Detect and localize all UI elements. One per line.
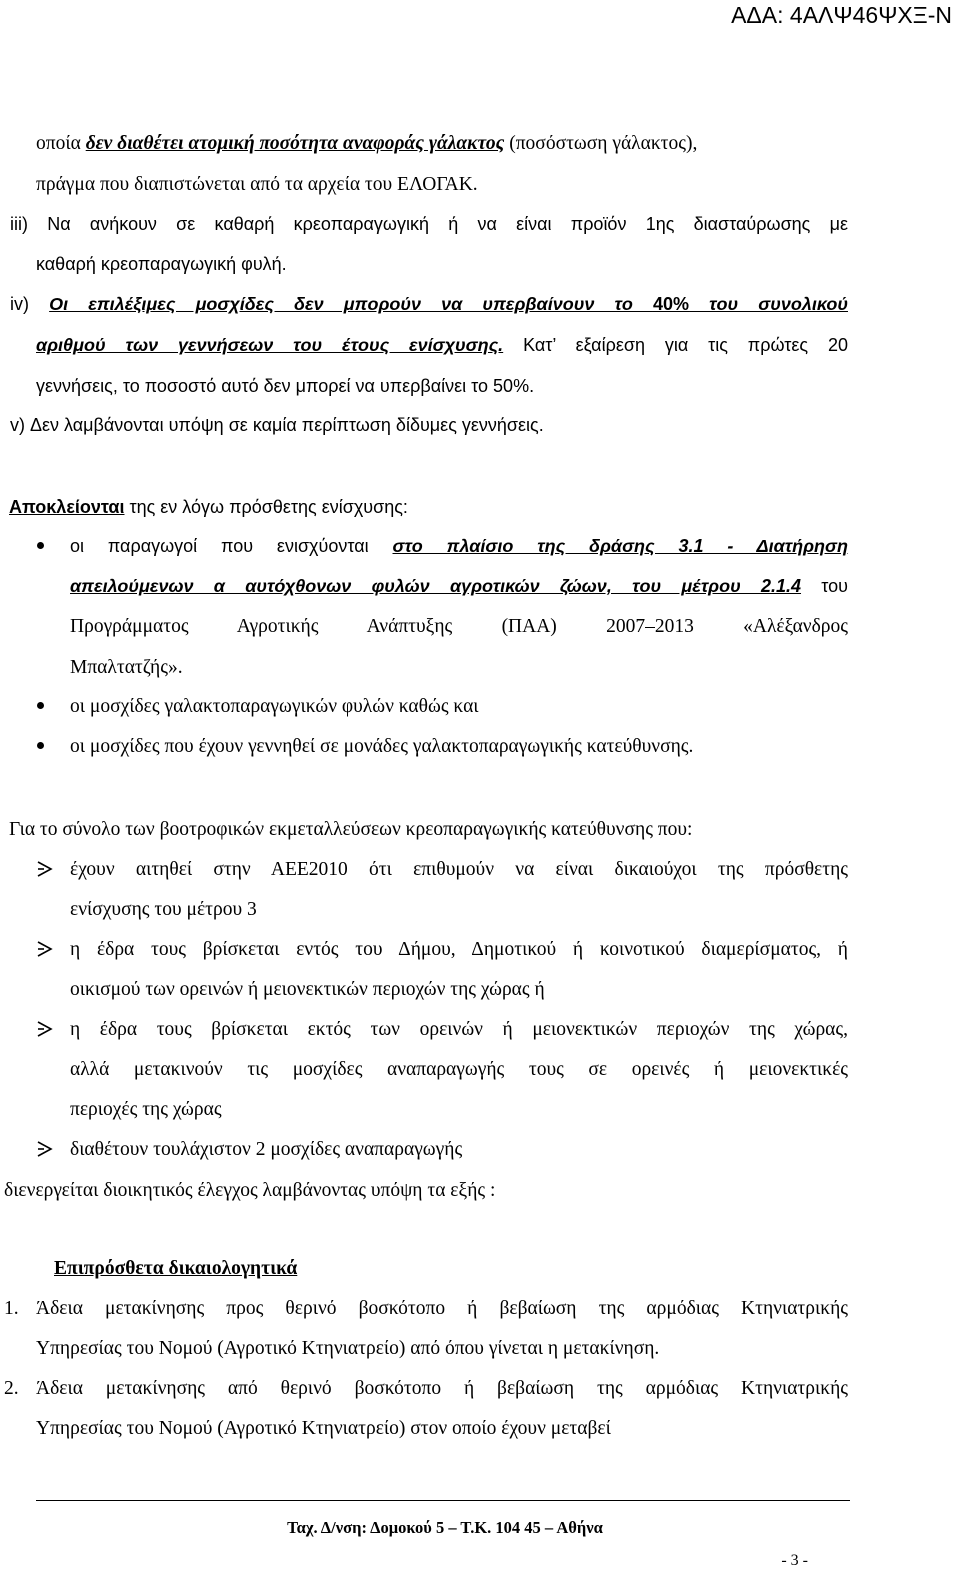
excluded-keyword: Αποκλείονται <box>9 497 125 517</box>
supporting-item-1-line-2: Υπηρεσίας του Νομού (Αγροτικό Κτηνιατρείο) από όπου γίνεται η μετακίνηση. <box>36 1338 660 1359</box>
supporting-item-2-number: 2. <box>4 1378 19 1399</box>
bullet-icon <box>37 542 44 549</box>
footer-address: Ταχ. Δ/νση: Δομοκού 5 – Τ.Κ. 104 45 – Αθήνα <box>287 1518 603 1537</box>
holdings-conclusion: διενεργείται διοικητικός έλεγχος λαμβάνοντας υπόψη τα εξής : <box>4 1180 496 1201</box>
bullet-icon <box>37 702 44 709</box>
item-iv-line-2: αριθμού των γεννήσεων του έτους ενίσχυσης. Κατ’ εξαίρεση για τις πρώτες 20 <box>36 335 848 355</box>
holdings-item-4: διαθέτουν τουλάχιστον 2 μοσχίδες αναπαραγωγής <box>70 1139 463 1160</box>
excluded-heading: Αποκλείονται της εν λόγω πρόσθετης ενίσχυσης: <box>9 497 408 517</box>
holdings-intro: Για το σύνολο των βοοτροφικών εκμεταλλεύσεων κρεοπαραγωγικής κατεύθυνσης που: <box>9 819 693 840</box>
item-v-line-1: v) Δεν λαμβάνονται υπόψη σε καμία περίπτωση δίδυμες γεννήσεις. <box>10 415 544 435</box>
holdings-item-3-line-2: αλλά μετακινούν τις μοσχίδες αναπαραγωγής τους σε ορεινές ή μειονεκτικές <box>70 1059 848 1080</box>
item-iii-line-2: καθαρή κρεοπαραγωγική φυλή. <box>36 254 287 274</box>
holdings-item-1-line-2: ενίσχυσης του μέτρου 3 <box>70 899 257 920</box>
arrow-bullet-icon <box>37 860 53 878</box>
page-number: - 3 - <box>781 1552 808 1569</box>
excluded-bullet-1-line-4: Μπαλτατζής». <box>70 657 183 678</box>
footer-divider <box>36 1500 850 1501</box>
item-iii-line-1: iii) Να ανήκουν σε καθαρή κρεοπαραγωγική ή να είναι προϊόν 1ης διασταύρωσης με <box>10 214 848 234</box>
excluded-bullet-2: οι μοσχίδες γαλακτοπαραγωγικών φυλών καθώς και <box>70 696 479 717</box>
supporting-item-1-number: 1. <box>4 1298 19 1319</box>
excluded-bullet-3: οι μοσχίδες που έχουν γεννηθεί σε μονάδες γαλακτοπαραγωγικής κατεύθυνσης. <box>70 736 694 757</box>
holdings-item-3-line-1: η έδρα τους βρίσκεται εκτός των ορεινών ή μειονεκτικών περιοχών της χώρας, <box>70 1019 848 1040</box>
continuation-line-1: οποία δεν διαθέτει ατομική ποσότητα αναφοράς γάλακτος (ποσόστωση γάλακτος), <box>36 133 698 154</box>
continuation-line-2: πράγμα που διαπιστώνεται από τα αρχεία του ΕΛΟΓΑΚ. <box>36 174 478 195</box>
holdings-item-2-line-2: οικισμού των ορεινών ή μειονεκτικών περιοχών της χώρας ή <box>70 979 545 1000</box>
excluded-bullet-1-line-2: απειλούμενων α αυτόχθονων φυλών αγροτικών ζώων, του μέτρου 2.1.4 του <box>70 576 848 596</box>
excluded-bullet-1-line-3: Προγράμματος Αγροτικής Ανάπτυξης (ΠΑΑ) 2007–2013 «Αλέξανδρος <box>70 616 848 637</box>
item-iv-line-3: γεννήσεις, το ποσοστό αυτό δεν μπορεί να υπερβαίνει το 50%. <box>36 376 535 396</box>
supporting-item-2-line-1: Άδεια μετακίνησης από θερινό βοσκότοπο ή βεβαίωση της αρμόδιας Κτηνιατρικής <box>36 1378 848 1399</box>
holdings-item-1-line-1: έχουν αιτηθεί στην ΑΕΕ2010 ότι επιθυμούν να είναι δικαιούχοι της πρόσθετης <box>70 859 848 880</box>
holdings-item-2-line-1: η έδρα τους βρίσκεται εντός του Δήμου, Δημοτικού ή κοινοτικού διαμερίσματος, ή <box>70 939 848 960</box>
arrow-bullet-icon <box>37 1140 53 1158</box>
arrow-bullet-icon <box>37 940 53 958</box>
ada-code: ΑΔΑ: 4ΑΛΨ46ΨΧΞ-Ν <box>731 2 952 28</box>
no-quota-phrase: δεν διαθέτει ατομική ποσότητα αναφοράς γάλακτος <box>85 133 505 154</box>
excluded-bullet-1-line-1: οι παραγωγοί που ενισχύονται στο πλαίσιο της δράσης 3.1 - Διατήρηση <box>70 536 848 556</box>
holdings-item-3-line-3: περιοχές της χώρας <box>70 1099 222 1120</box>
arrow-bullet-icon <box>37 1020 53 1038</box>
supporting-heading: Επιπρόσθετα δικαιολογητικά <box>54 1258 298 1279</box>
supporting-item-1-line-1: Άδεια μετακίνησης προς θερινό βοσκότοπο ή βεβαίωση της αρμόδιας Κτηνιατρικής <box>36 1298 848 1319</box>
bullet-icon <box>37 742 44 749</box>
item-iv-line-1: iv) Οι επιλέξιμες μοσχίδες δεν μπορούν να υπερβαίνουν το 40% του συνολικού <box>10 294 848 314</box>
supporting-item-2-line-2: Υπηρεσίας του Νομού (Αγροτικό Κτηνιατρείο) στον οποίο έχουν μεταβεί <box>36 1418 611 1439</box>
